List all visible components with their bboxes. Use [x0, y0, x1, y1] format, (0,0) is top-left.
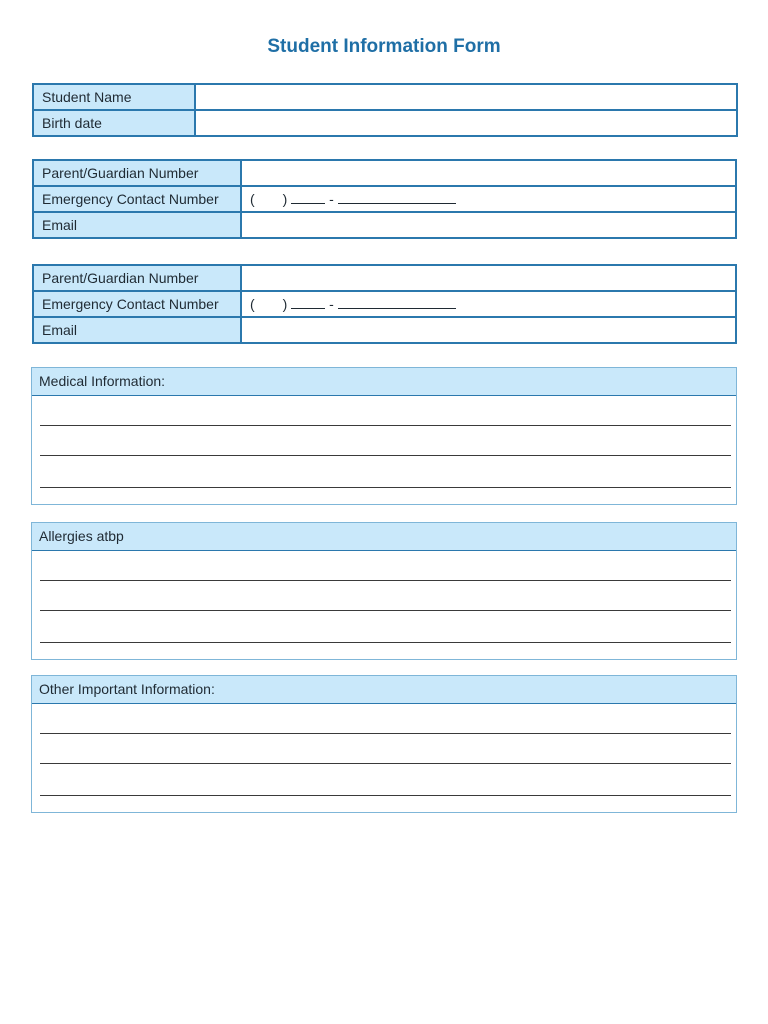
- medical-info-section: [31, 367, 737, 505]
- table-row: [33, 265, 736, 291]
- other-info-section: [31, 675, 737, 813]
- contact-table-2: [32, 264, 737, 344]
- allergies-label: Allergies atbp: [32, 523, 736, 551]
- phone-format: [250, 191, 456, 207]
- student-name-field[interactable]: [195, 84, 737, 110]
- table-row: [33, 212, 736, 238]
- table-row: [33, 317, 736, 343]
- other-info-label: Other Important Information:: [32, 676, 736, 704]
- page-title: Student Information Form: [267, 36, 501, 57]
- phone-open-paren: (: [250, 296, 255, 312]
- guardian-number-field[interactable]: [241, 160, 736, 186]
- phone-format: [250, 296, 456, 312]
- writing-line[interactable]: [40, 610, 731, 611]
- writing-line[interactable]: [40, 580, 731, 581]
- writing-line[interactable]: [40, 455, 731, 456]
- table-row: [33, 291, 736, 317]
- writing-line[interactable]: [40, 763, 731, 764]
- phone-close-paren: ): [282, 296, 288, 312]
- student-name-label: Student Name: [33, 84, 195, 110]
- email-field[interactable]: [241, 317, 736, 343]
- email-label: Email: [33, 212, 241, 238]
- student-table: [32, 83, 738, 137]
- table-row: [33, 160, 736, 186]
- writing-line[interactable]: [40, 642, 731, 643]
- contact-table-1: [32, 159, 737, 239]
- email-label: Email: [33, 317, 241, 343]
- guardian-number-label: Parent/Guardian Number: [33, 160, 241, 186]
- emergency-number-field[interactable]: [241, 291, 736, 317]
- guardian-number-field[interactable]: [241, 265, 736, 291]
- medical-info-label: Medical Information:: [32, 368, 736, 396]
- allergies-section: [31, 522, 737, 660]
- writing-line[interactable]: [40, 487, 731, 488]
- writing-line[interactable]: [40, 425, 731, 426]
- email-field[interactable]: [241, 212, 736, 238]
- birth-date-label: Birth date: [33, 110, 195, 136]
- phone-open-paren: (: [250, 191, 255, 207]
- phone-dash: -: [329, 296, 334, 312]
- writing-line[interactable]: [40, 795, 731, 796]
- phone-close-paren: ): [282, 191, 288, 207]
- emergency-number-label: Emergency Contact Number: [33, 186, 241, 212]
- table-row: [33, 84, 737, 110]
- guardian-number-label: Parent/Guardian Number: [33, 265, 241, 291]
- emergency-number-field[interactable]: [241, 186, 736, 212]
- table-row: [33, 186, 736, 212]
- birth-date-field[interactable]: [195, 110, 737, 136]
- writing-line[interactable]: [40, 733, 731, 734]
- table-row: [33, 110, 737, 136]
- emergency-number-label: Emergency Contact Number: [33, 291, 241, 317]
- phone-dash: -: [329, 191, 334, 207]
